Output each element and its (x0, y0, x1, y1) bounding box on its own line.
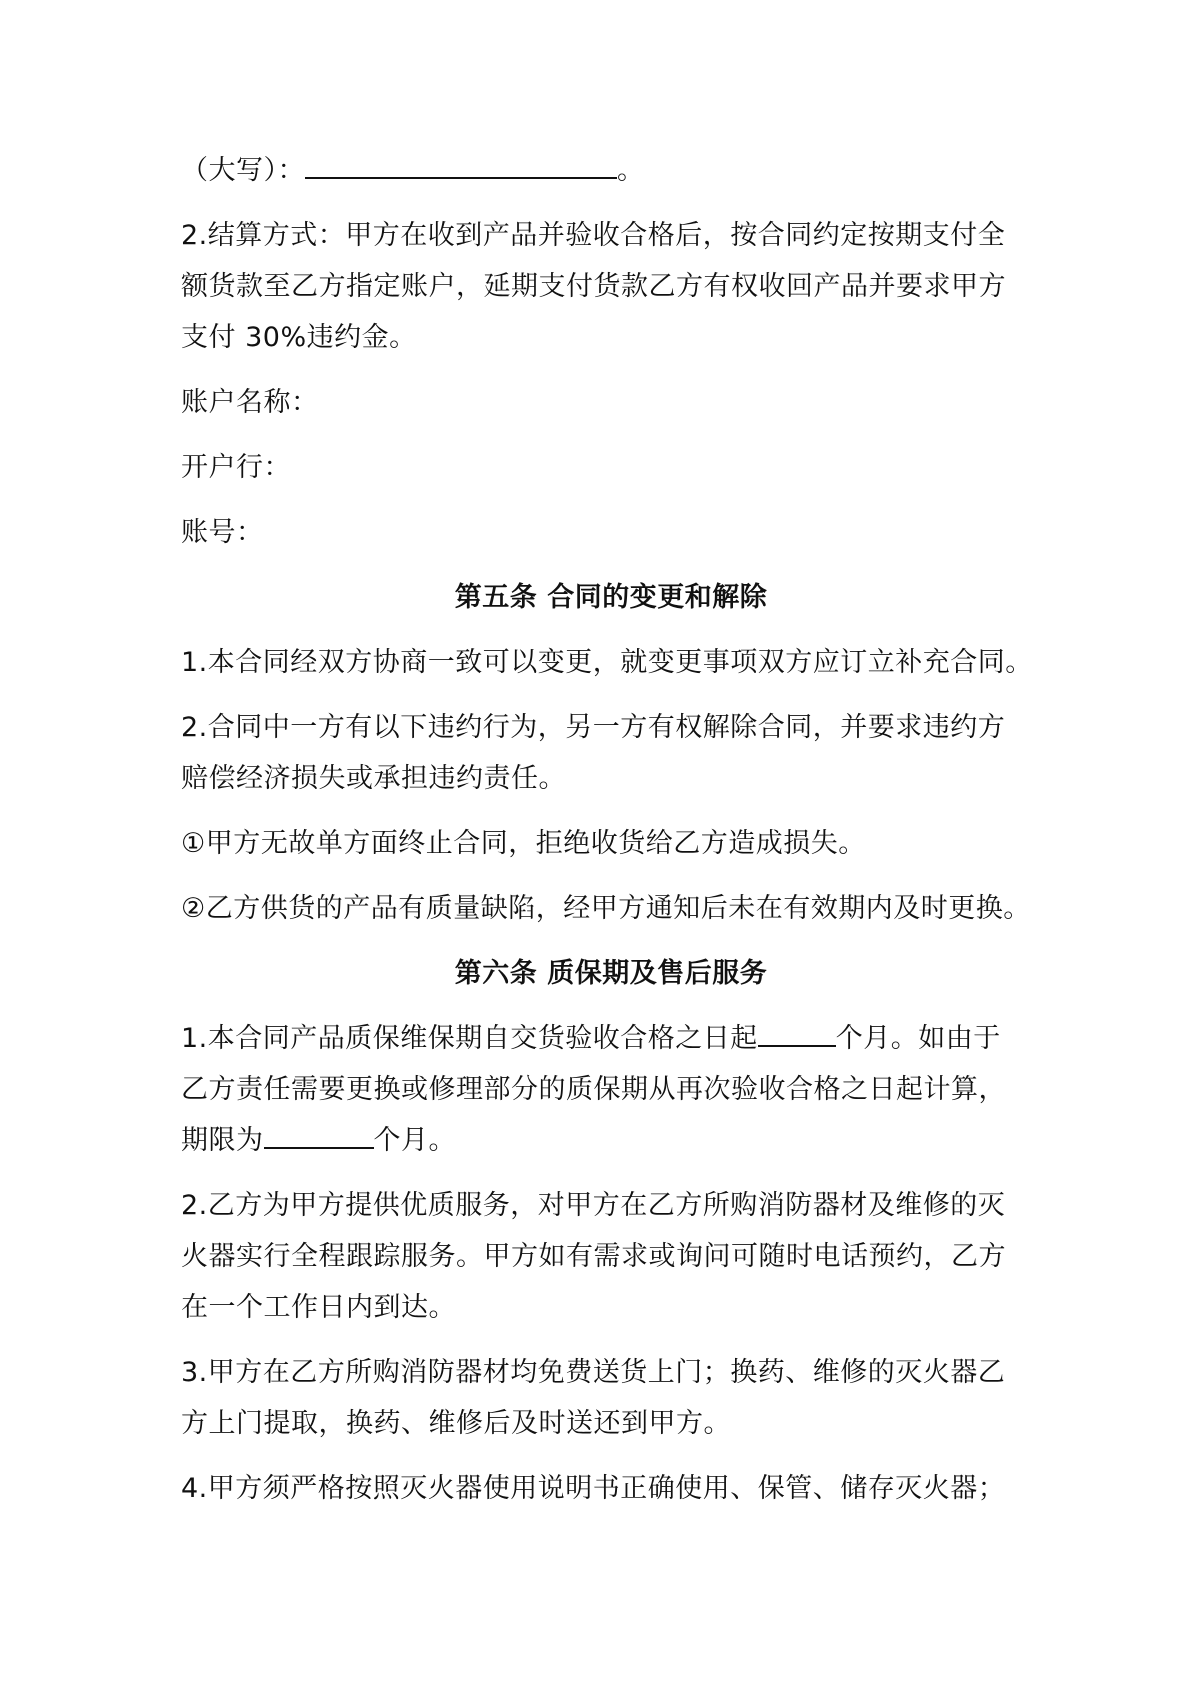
term-label: 期限为 (181, 1125, 264, 1156)
amount-in-words-blank[interactable] (305, 147, 617, 179)
warranty-months-blank[interactable] (758, 1015, 836, 1047)
amount-in-words-label: （大写）： (181, 155, 305, 186)
article5-item2 (181, 702, 1041, 804)
account-number-label: 账号： (181, 517, 264, 548)
account-name-label: 账户名称： (181, 387, 319, 418)
article6-item1-line (181, 1013, 1041, 1064)
settlement-line: 2.结算方式：甲方在收到产品并验收合格后，按合同约定按期支付全 (181, 220, 1006, 251)
article6-item1-line: 乙方责任需要更换或修理部分的质保期从再次验收合格之日起计算， (181, 1074, 1006, 1105)
warranty-period-text: 1.本合同产品质保维保期自交货验收合格之日起 (181, 1023, 758, 1054)
article6-item4 (181, 1463, 1041, 1514)
article5-sub1: ①甲方无故单方面终止合同，拒绝收货给乙方造成损失。 (181, 828, 866, 859)
settlement-line: 额货款至乙方指定账户，延期支付货款乙方有权收回产品并要求甲方 (181, 271, 1006, 302)
article6-item3-line: 3.甲方在乙方所购消防器材均免费送货上门；换药、维修的灭火器乙 (181, 1357, 1006, 1388)
article5-item2-line: 2.合同中一方有以下违约行为，另一方有权解除合同，并要求违约方 (181, 712, 1006, 743)
article6-item2-line: 2.乙方为甲方提供优质服务，对甲方在乙方所购消防器材及维修的灭 (181, 1190, 1006, 1221)
article6-item3 (181, 1347, 1041, 1449)
article6-item2-line: 火器实行全程跟踪服务。甲方如有需求或询问可随时电话预约，乙方 (181, 1241, 1006, 1272)
article5-item2-line: 赔偿经济损失或承担违约责任。 (181, 763, 566, 794)
article6-item2 (181, 1180, 1041, 1333)
settlement-line: 支付 30%违约金。 (181, 322, 417, 353)
term-suffix: 个月。 (373, 1125, 456, 1156)
article6-item2-line: 在一个工作日内到达。 (181, 1292, 456, 1323)
article6-heading: 第六条 质保期及售后服务 (454, 958, 768, 989)
document-body (181, 145, 1041, 1514)
amount-in-words-line (181, 145, 1041, 196)
settlement-paragraph (181, 210, 1041, 363)
bank-label: 开户行： (181, 452, 291, 483)
article6-item4-line: 4.甲方须严格按照灭火器使用说明书正确使用、保管、储存灭火器； (181, 1473, 1006, 1504)
amount-in-words-suffix: 。 (617, 155, 645, 186)
article5-heading: 第五条 合同的变更和解除 (454, 582, 768, 613)
article5-item1: 1.本合同经双方协商一致可以变更，就变更事项双方应订立补充合同。 (181, 647, 1033, 678)
article6-item1 (181, 1013, 1041, 1166)
article6-item1-line (181, 1115, 1041, 1166)
warranty-period-suffix: 个月。如由于 (835, 1023, 1001, 1054)
article5-sub2: ②乙方供货的产品有质量缺陷，经甲方通知后未在有效期内及时更换。 (181, 893, 1031, 924)
article6-item3-line: 方上门提取，换药、维修后及时送还到甲方。 (181, 1408, 731, 1439)
term-months-blank[interactable] (264, 1117, 374, 1149)
